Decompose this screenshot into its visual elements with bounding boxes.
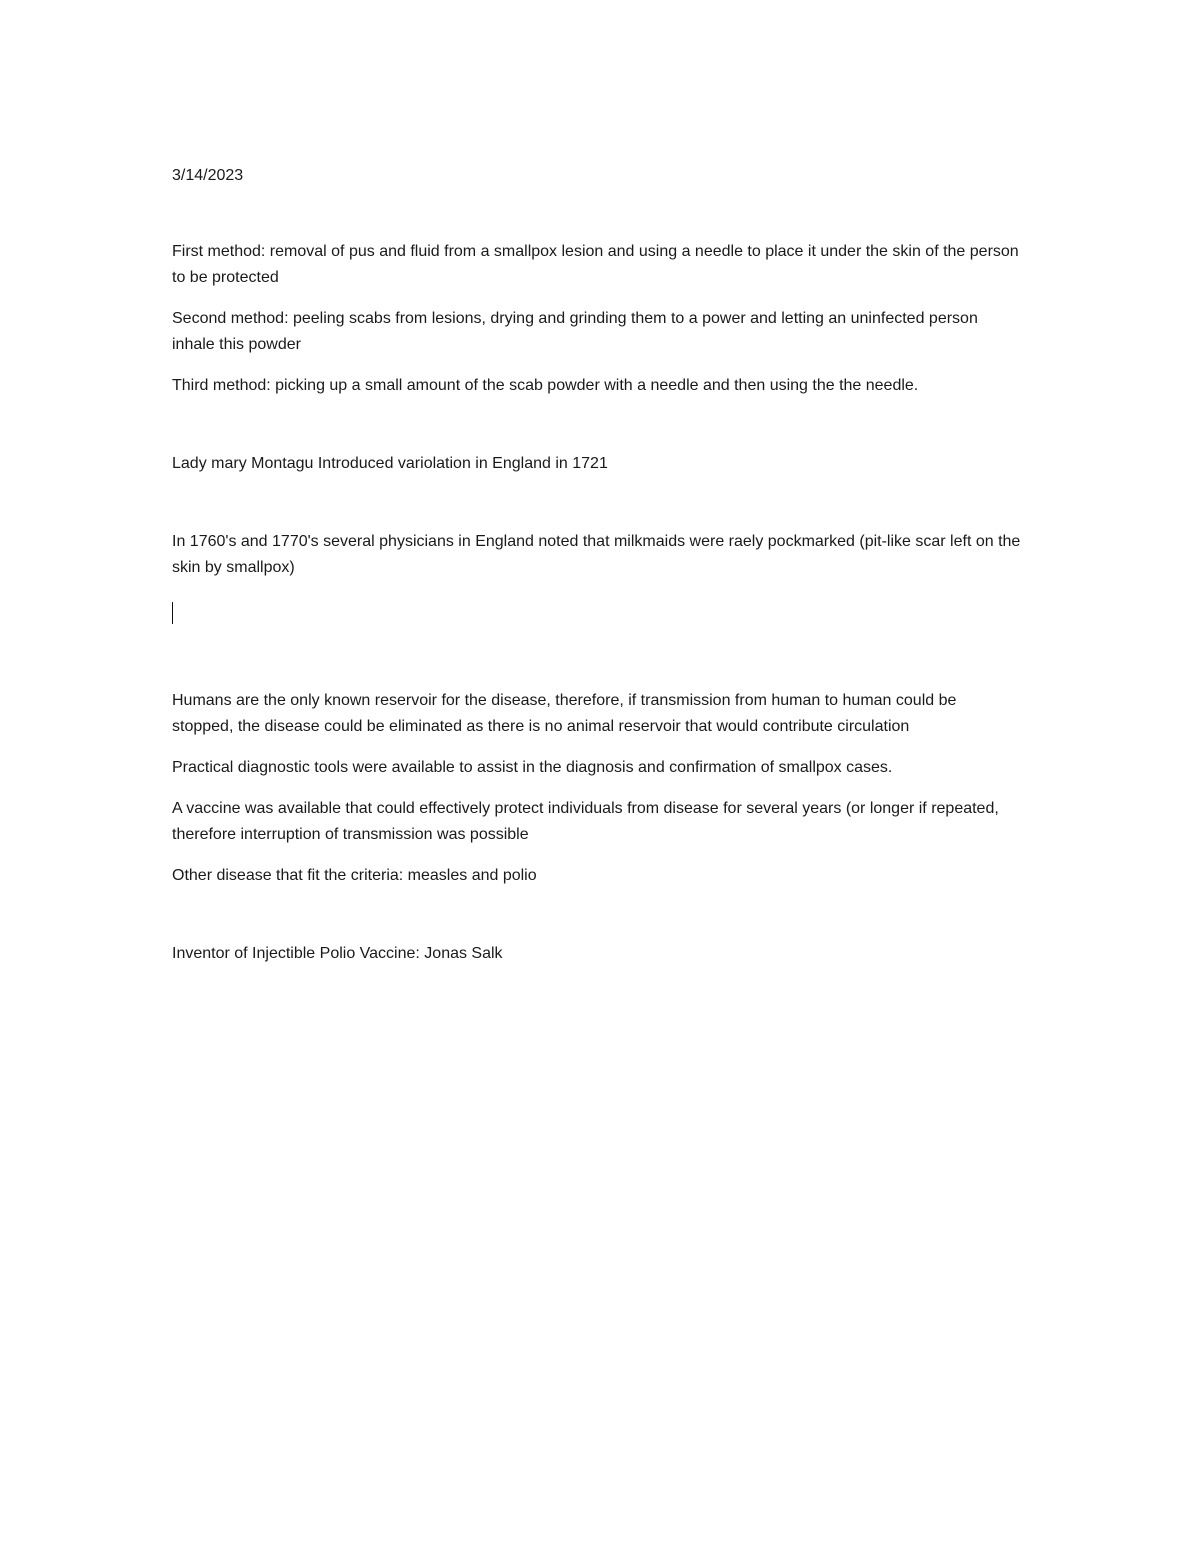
- paragraph-milkmaids: In 1760's and 1770's several physicians in England noted that milkmaids were raely pockmarked (pit-like scar left on the skin by smallpox): [172, 533, 1021, 576]
- empty-line[interactable]: [172, 596, 1022, 626]
- paragraph-other-disease: Other disease that fit the criteria: measles and polio: [172, 867, 537, 884]
- paragraph-reservoir: Humans are the only known reservoir for the disease, therefore, if transmission from human to human could be stopped, the disease could be eliminated as there is no animal reservoir that would contribute circulation: [172, 692, 957, 735]
- paragraph-diagnostic: Practical diagnostic tools were available to assist in the diagnosis and confirmation of smallpox cases.: [172, 759, 893, 776]
- paragraph-montagu: Lady mary Montagu Introduced variolation in England in 1721: [172, 455, 608, 472]
- paragraph-vaccine: A vaccine was available that could effectively protect individuals from disease for several years (or longer if repeated, therefore interruption of transmission was possible: [172, 800, 999, 843]
- paragraph-first-method: First method: removal of pus and fluid from a smallpox lesion and using a needle to place it under the skin of the person to be protected: [172, 243, 1019, 286]
- paragraph-second-method: Second method: peeling scabs from lesions, drying and grinding them to a power and letting an uninfected person inhale this powder: [172, 310, 978, 353]
- document-date: 3/14/2023: [172, 167, 244, 184]
- text-cursor: [172, 602, 173, 624]
- paragraph-third-method: Third method: picking up a small amount of the scab powder with a needle and then using the the needle.: [172, 377, 919, 394]
- paragraph-inventor: Inventor of Injectible Polio Vaccine: Jonas Salk: [172, 945, 503, 962]
- document-body[interactable]: [172, 163, 1022, 967]
